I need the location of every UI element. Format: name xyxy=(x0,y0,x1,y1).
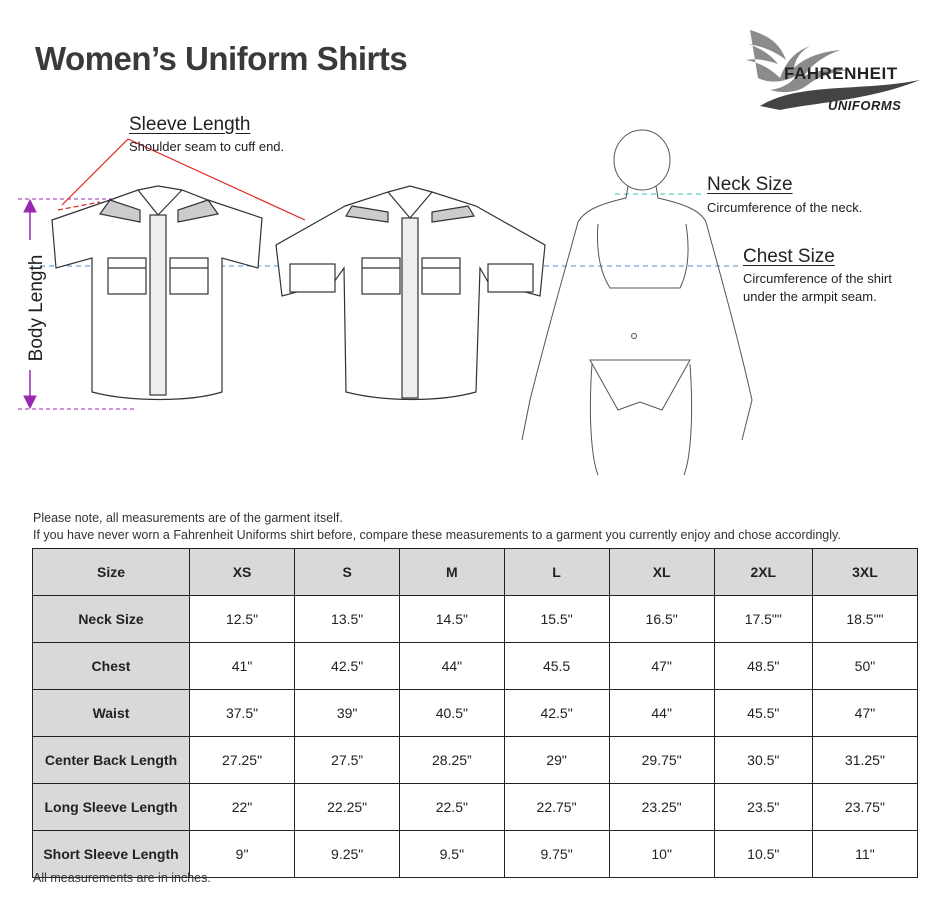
table-cell: 10" xyxy=(609,831,714,878)
table-cell: 13.5" xyxy=(295,596,400,643)
header-cell: 3XL xyxy=(812,549,917,596)
header-cell: L xyxy=(504,549,609,596)
row-label: Short Sleeve Length xyxy=(33,831,190,878)
long-sleeve-shirt-illustration xyxy=(276,186,545,400)
sleeve-length-label: Sleeve Length xyxy=(129,114,251,135)
table-cell: 40.5" xyxy=(400,690,504,737)
body-length-label: Body Length xyxy=(26,254,47,362)
chest-size-description-1: Circumference of the shirt xyxy=(743,271,892,286)
row-label: Neck Size xyxy=(33,596,190,643)
table-row xyxy=(33,690,918,737)
table-cell: 27.25" xyxy=(190,737,295,784)
table-cell: 23.5" xyxy=(714,784,812,831)
table-row xyxy=(33,643,918,690)
table-cell: 23.25" xyxy=(609,784,714,831)
table-cell: 11" xyxy=(812,831,917,878)
table-cell: 29" xyxy=(504,737,609,784)
short-sleeve-shirt-illustration xyxy=(52,186,262,400)
table-cell: 39" xyxy=(295,690,400,737)
table-cell: 41" xyxy=(190,643,295,690)
neck-size-label: Neck Size xyxy=(707,174,793,195)
table-cell: 44" xyxy=(400,643,504,690)
table-cell: 31.25" xyxy=(812,737,917,784)
table-cell: 47" xyxy=(609,643,714,690)
table-cell: 23.75" xyxy=(812,784,917,831)
row-label: Center Back Length xyxy=(33,737,190,784)
table-cell: 42.5" xyxy=(295,643,400,690)
page-title: Women’s Uniform Shirts xyxy=(35,40,408,77)
header-cell: 2XL xyxy=(714,549,812,596)
table-row xyxy=(33,784,918,831)
header-cell: XL xyxy=(609,549,714,596)
size-chart-table xyxy=(32,548,918,878)
sleeve-length-description: Shoulder seam to cuff end. xyxy=(129,139,285,154)
table-cell: 9" xyxy=(190,831,295,878)
table-cell: 18.5"" xyxy=(812,596,917,643)
header-cell: M xyxy=(400,549,504,596)
table-cell: 10.5" xyxy=(714,831,812,878)
header-cell: Size xyxy=(33,549,190,596)
row-label: Waist xyxy=(33,690,190,737)
table-cell: 9.25" xyxy=(295,831,400,878)
table-cell: 15.5" xyxy=(504,596,609,643)
table-cell: 28.25” xyxy=(400,737,504,784)
chest-size-label: Chest Size xyxy=(743,246,835,267)
table-cell: 9.75" xyxy=(504,831,609,878)
table-row xyxy=(33,596,918,643)
table-cell: 29.75" xyxy=(609,737,714,784)
measurements-footer-note: All measurements are in inches. xyxy=(33,871,211,885)
table-cell: 22.75" xyxy=(504,784,609,831)
table-cell: 22" xyxy=(190,784,295,831)
table-cell: 44" xyxy=(609,690,714,737)
row-label: Chest xyxy=(33,643,190,690)
table-row xyxy=(33,737,918,784)
table-cell: 30.5" xyxy=(714,737,812,784)
table-cell: 37.5" xyxy=(190,690,295,737)
header-cell: XS xyxy=(190,549,295,596)
table-cell: 48.5" xyxy=(714,643,812,690)
note-line-1: Please note, all measurements are of the garment itself. xyxy=(33,511,343,525)
header-cell: S xyxy=(295,549,400,596)
table-cell: 16.5" xyxy=(609,596,714,643)
table-cell: 12.5" xyxy=(190,596,295,643)
logo-brand-text: FAHRENHEIT xyxy=(784,64,898,83)
table-cell: 27.5” xyxy=(295,737,400,784)
table-cell: 17.5"" xyxy=(714,596,812,643)
table-cell: 22.25" xyxy=(295,784,400,831)
table-cell: 22.5" xyxy=(400,784,504,831)
table-cell: 47" xyxy=(812,690,917,737)
table-cell: 45.5 xyxy=(504,643,609,690)
logo-sub-text: UNIFORMS xyxy=(828,98,902,113)
note-line-2: If you have never worn a Fahrenheit Uniforms shirt before, compare these measurements to a garment you currently enjoy and chose accordingly. xyxy=(33,528,841,542)
row-label: Long Sleeve Length xyxy=(33,784,190,831)
table-cell: 14.5" xyxy=(400,596,504,643)
table-cell: 45.5" xyxy=(714,690,812,737)
chest-size-description-2: under the armpit seam. xyxy=(743,289,877,304)
neck-size-description: Circumference of the neck. xyxy=(707,200,863,215)
table-cell: 50" xyxy=(812,643,917,690)
table-cell: 9.5" xyxy=(400,831,504,878)
table-cell: 42.5" xyxy=(504,690,609,737)
table-header-row xyxy=(33,549,918,596)
